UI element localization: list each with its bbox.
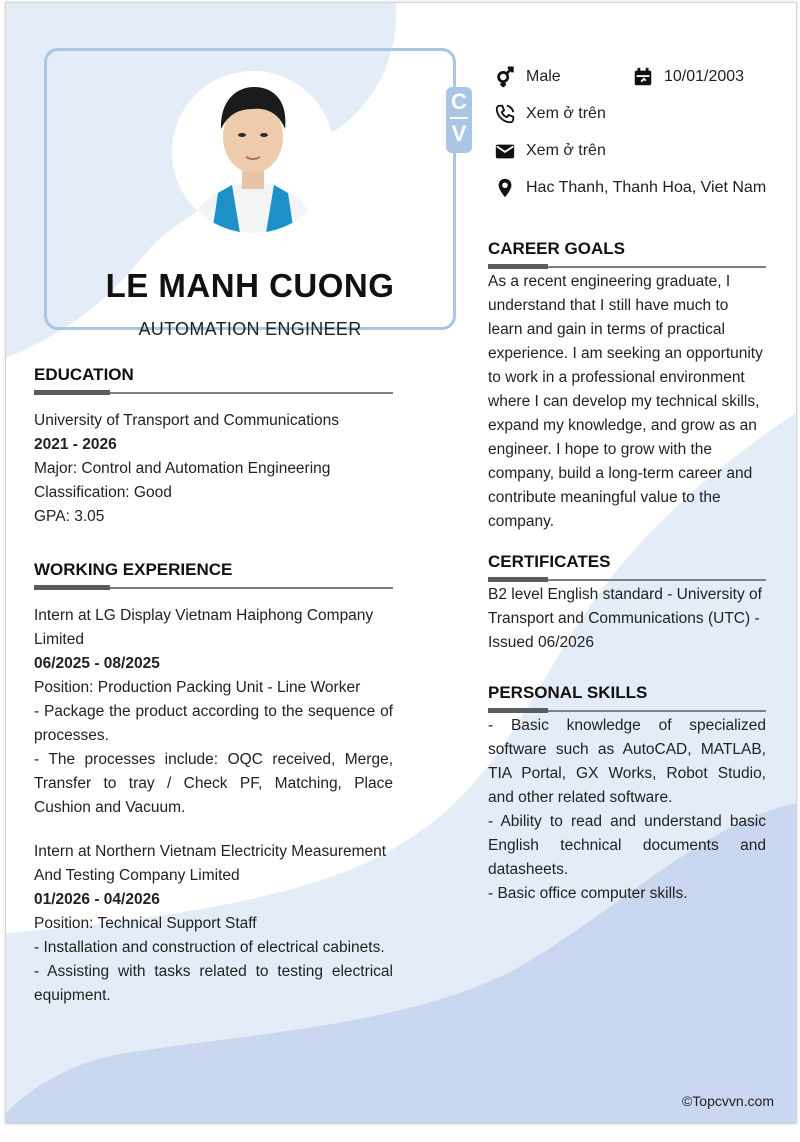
candidate-name: LE MANH CUONG bbox=[105, 267, 395, 304]
contact-phone bbox=[494, 103, 606, 125]
skills-list bbox=[488, 714, 766, 906]
certificates-title: CERTIFICATES bbox=[488, 552, 611, 571]
education-period: 2021 - 2026 bbox=[34, 436, 117, 453]
job-1-position: Position: Production Packing Unit - Line Worker bbox=[34, 679, 361, 696]
job-1-period: 06/2025 - 08/2025 bbox=[34, 655, 160, 672]
education-gpa: GPA: 3.05 bbox=[34, 508, 105, 525]
job-1-detail-2: - The processes include: OQC received, Merge, Transfer to tray / Check PF, Matching, Place Cushion and Vacuum. bbox=[34, 751, 393, 816]
birthday-value: 10/01/2003 bbox=[664, 68, 745, 85]
cv-badge-letter-v: V bbox=[451, 121, 467, 146]
cv-page bbox=[5, 2, 797, 1124]
career-goals-title: CAREER GOALS bbox=[488, 239, 625, 258]
certificates-rule bbox=[488, 579, 766, 581]
job-2-detail-1: - Installation and construction of electrical cabinets. bbox=[34, 939, 385, 956]
job-1-detail-1: - Package the product according to the sequence of processes. bbox=[34, 703, 393, 744]
certificates-text: B2 level English standard - University of Transport and Communications (UTC) - Issued 06/2026 bbox=[488, 586, 762, 651]
experience-title: WORKING EXPERIENCE bbox=[34, 560, 233, 579]
job-2-period: 01/2026 - 04/2026 bbox=[34, 891, 160, 908]
job-1 bbox=[34, 604, 393, 820]
job-2-detail-2: - Assisting with tasks related to testing electrical equipment. bbox=[34, 963, 393, 1004]
career-goals-rule bbox=[488, 266, 766, 268]
phone-icon bbox=[494, 103, 516, 125]
education-major: Major: Control and Automation Engineering bbox=[34, 460, 331, 477]
skill-item: - Basic knowledge of specialized software such as AutoCAD, MATLAB, TIA Portal, GX Works, Robot Studio, and other related software. bbox=[488, 717, 766, 806]
job-1-company: Intern at LG Display Vietnam Haiphong Company Limited bbox=[34, 607, 374, 648]
address-value: Hac Thanh, Thanh Hoa, Viet Nam bbox=[526, 179, 767, 196]
contact-email bbox=[494, 140, 606, 162]
education-classification: Classification: Good bbox=[34, 484, 172, 501]
skill-item: - Ability to read and understand basic English technical documents and datasheets. bbox=[488, 813, 766, 878]
contact-birthday bbox=[632, 66, 744, 88]
skill-item: - Basic office computer skills. bbox=[488, 885, 688, 902]
education-school: University of Transport and Communications bbox=[34, 412, 339, 429]
profile-photo bbox=[172, 71, 334, 233]
job-2-company: Intern at Northern Vietnam Electricity Measurement And Testing Company Limited bbox=[34, 843, 387, 884]
skills-rule bbox=[488, 710, 766, 712]
email-value: Xem ở trên bbox=[526, 142, 606, 159]
cv-badge-letter-c: C bbox=[451, 89, 467, 114]
footer-copyright: ©Topcvvn.com bbox=[681, 1093, 774, 1109]
location-icon bbox=[494, 177, 516, 199]
education-rule bbox=[34, 392, 393, 394]
experience-content bbox=[34, 604, 393, 1008]
contact-gender bbox=[494, 66, 561, 88]
gender-value: Male bbox=[526, 68, 561, 85]
career-goals-text: As a recent engineering graduate, I understand that I still have much to learn and gain in terms of practical experience. I am seeking an opportunity to work in a professional environment where I can develop my technical skills, expand my knowledge, and grow as an engineer. I hope to grow with the company, build a long-term career and contribute meaningful value to the company. bbox=[488, 273, 763, 530]
phone-value: Xem ở trên bbox=[526, 105, 606, 122]
gender-icon bbox=[494, 66, 516, 88]
education-content bbox=[34, 409, 393, 529]
calendar-icon bbox=[632, 66, 654, 88]
email-icon bbox=[494, 140, 516, 162]
job-title: AUTOMATION ENGINEER bbox=[138, 319, 362, 339]
job-2-position: Position: Technical Support Staff bbox=[34, 915, 257, 932]
education-title: EDUCATION bbox=[34, 365, 134, 384]
skills-title: PERSONAL SKILLS bbox=[488, 683, 648, 702]
experience-rule bbox=[34, 587, 393, 589]
cv-badge bbox=[446, 87, 472, 153]
contact-address bbox=[494, 177, 766, 199]
job-2 bbox=[34, 840, 393, 1008]
